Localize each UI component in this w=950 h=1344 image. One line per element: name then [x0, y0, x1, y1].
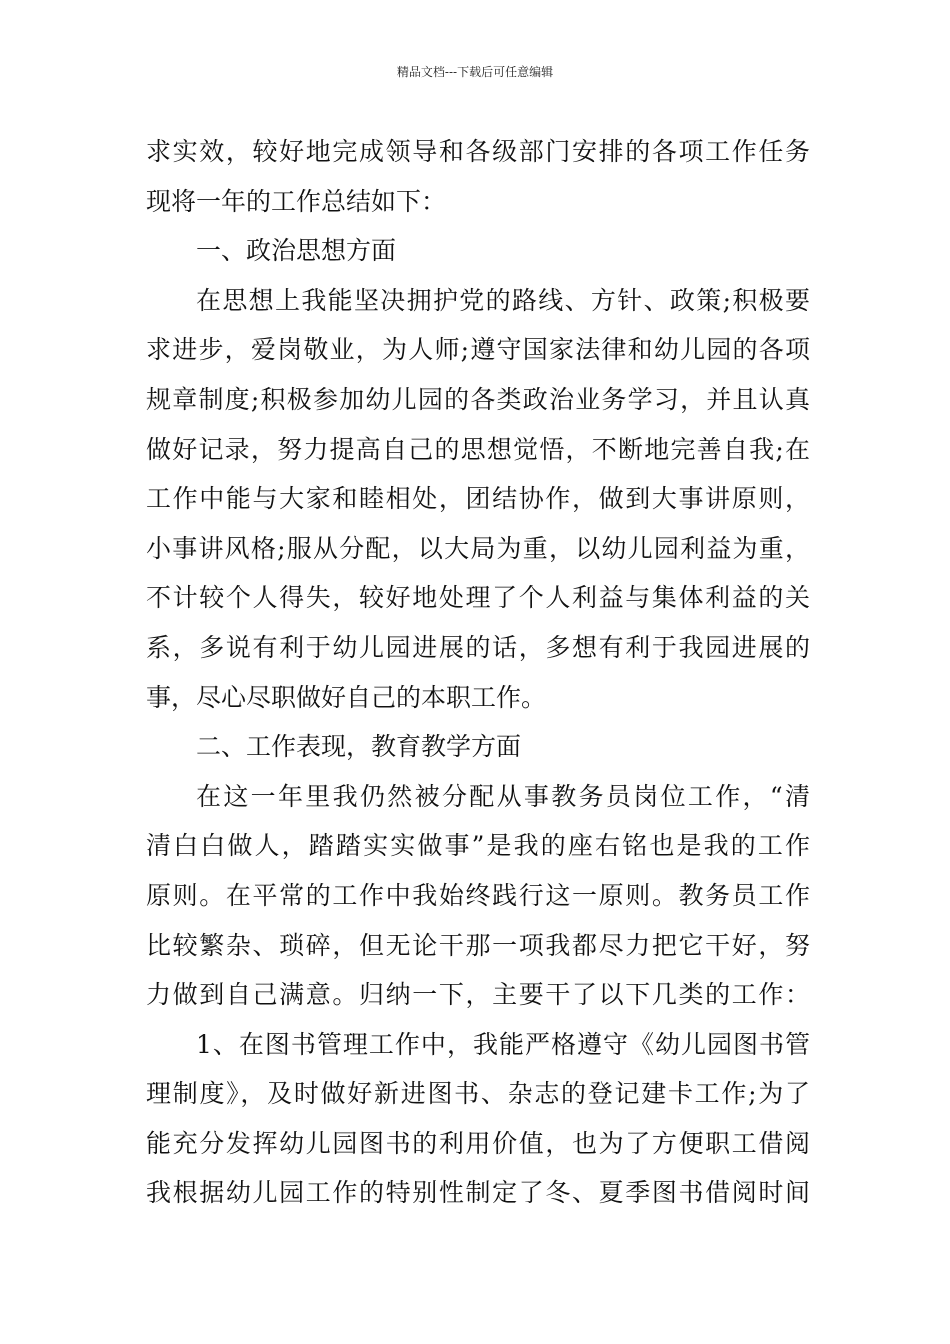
text-line: 求实效，较好地完成领导和各级部门安排的各项工作任务: [146, 137, 810, 166]
text-line: 小事讲风格;服从分配，以大局为重，以幼儿园利益为重，: [146, 533, 810, 563]
text-line: 力做到自己满意。归纳一下，主要干了以下几类的工作：: [146, 980, 810, 1010]
text-line: 工作中能与大家和睦相处，团结协作，做到大事讲原则，: [146, 484, 810, 514]
text-line: 不计较个人得失，较好地处理了个人利益与集体利益的关: [146, 583, 810, 613]
text-line: 规章制度;积极参加幼儿园的各类政治业务学习，并且认真: [146, 384, 810, 414]
text-line: 在这一年里我仍然被分配从事教务员岗位工作，“清: [196, 781, 810, 811]
section-heading: 二、工作表现，教育教学方面: [196, 732, 522, 762]
text-line: 事，尽心尽职做好自己的本职工作。: [146, 682, 547, 712]
document-body: [146, 127, 810, 1218]
text-line: 做好记录，努力提高自己的思想觉悟，不断地完善自我;在: [146, 434, 810, 464]
text-line: 我根据幼儿园工作的特别性制定了冬、夏季图书借阅时间: [146, 1178, 810, 1208]
text-line: 能充分发挥幼儿园图书的利用价值，也为了方便职工借阅: [146, 1128, 810, 1158]
text-line: 比较繁杂、琐碎，但无论干那一项我都尽力把它干好，努: [146, 930, 810, 960]
text-line: 在思想上我能坚决拥护党的路线、方针、政策;积极要: [196, 285, 810, 315]
text-line: 现将一年的工作总结如下：: [146, 186, 447, 216]
section-heading: 一、政治思想方面: [196, 236, 397, 266]
text-line: 求进步，爱岗敬业，为人师;遵守国家法律和幼儿园的各项: [146, 335, 810, 365]
text-line: 1、在图书管理工作中，我能严格遵守《幼儿园图书管: [196, 1029, 810, 1059]
text-line: 系，多说有利于幼儿园进展的话，多想有利于我园进展的: [146, 632, 810, 662]
text-line: 理制度》，及时做好新进图书、杂志的登记建卡工作;为了: [146, 1079, 810, 1109]
text-line: 清白白做人，踏踏实实做事”是我的座右铭也是我的工作: [146, 831, 810, 861]
page-header: 精品文档---下载后可任意编辑: [396, 65, 554, 79]
text-line: 原则。在平常的工作中我始终践行这一原则。教务员工作: [146, 880, 810, 910]
